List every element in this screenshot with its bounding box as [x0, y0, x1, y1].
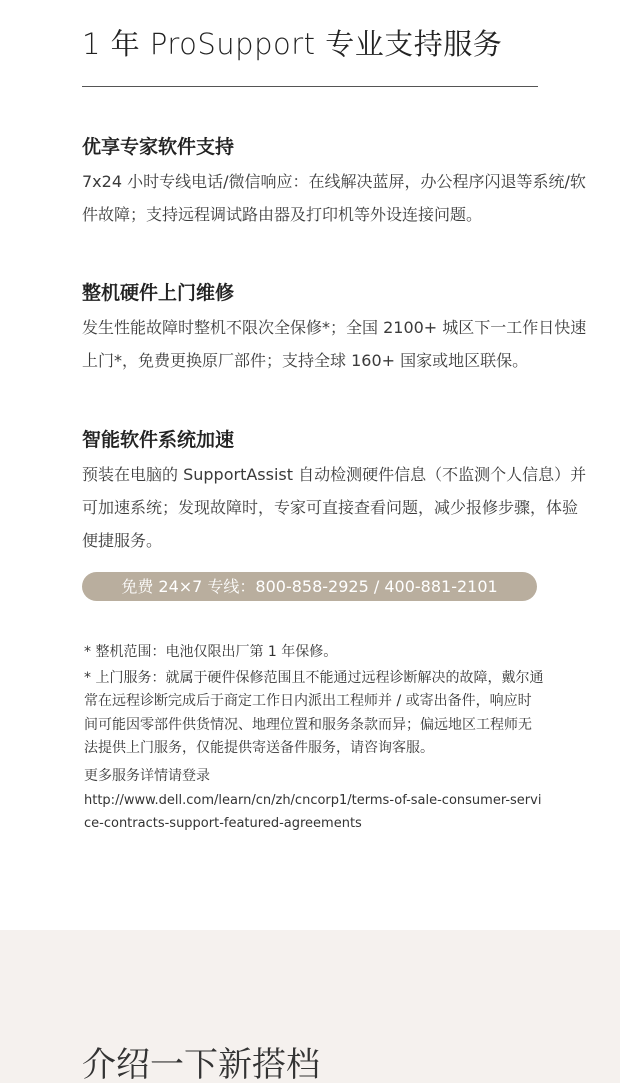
terms-link[interactable]: http://www.dell.com/learn/cn/zh/cncorp1/terms-of-sale-consumer-service-contracts-support-featured-agreements	[84, 792, 542, 831]
next-section	[0, 930, 620, 1083]
section-smart-system-acceleration	[82, 427, 590, 557]
footnote-battery: * 整机范围：电池仅限出厂第 1 年保修。	[84, 644, 338, 660]
section-body: 预装在电脑的 SupportAssist 自动检测硬件信息（不监测个人信息）并可加速系统；发现故障时，专家可直接查看问题，减少报修步骤，体验便捷服务。	[82, 465, 587, 550]
next-section-title: 介绍一下新搭档	[82, 1045, 320, 1085]
footnote-onsite-service: * 上门服务：就属于硬件保修范围且不能通过远程诊断解决的故障，戴尔通常在远程诊断完成后于商定工作日内派出工程师并 / 或寄出备件，响应时间可能因零部件供货情况、地理位置和服务条款而异；偏远地区工程师无法提供上门服务，仅能提供寄送备件服务，请咨询客服。	[84, 669, 544, 756]
section-body: 发生性能故障时整机不限次全保修*；全国 2100+ 城区下一工作日快速上门*，免费更换原厂部件；支持全球 160+ 国家或地区联保。	[82, 318, 587, 370]
section-onsite-hardware-repair	[82, 280, 590, 377]
section-heading: 智能软件系统加速	[82, 429, 235, 451]
title-divider	[82, 86, 538, 87]
hotline-banner: 免费 24×7 专线：800-858-2925 / 400-881-2101	[82, 572, 537, 601]
footnotes	[84, 641, 544, 835]
section-body: 7x24 小时专线电话/微信响应：在线解决蓝屏，办公程序闪退等系统/软件故障；支持远程调试路由器及打印机等外设连接问题。	[82, 172, 586, 224]
section-heading: 整机硬件上门维修	[82, 282, 235, 304]
page-title: 1 年 ProSupport 专业支持服务	[82, 27, 503, 61]
section-heading: 优享专家软件支持	[82, 136, 235, 158]
more-info-text: 更多服务详情请登录	[84, 767, 210, 784]
section-expert-software-support	[82, 134, 590, 231]
